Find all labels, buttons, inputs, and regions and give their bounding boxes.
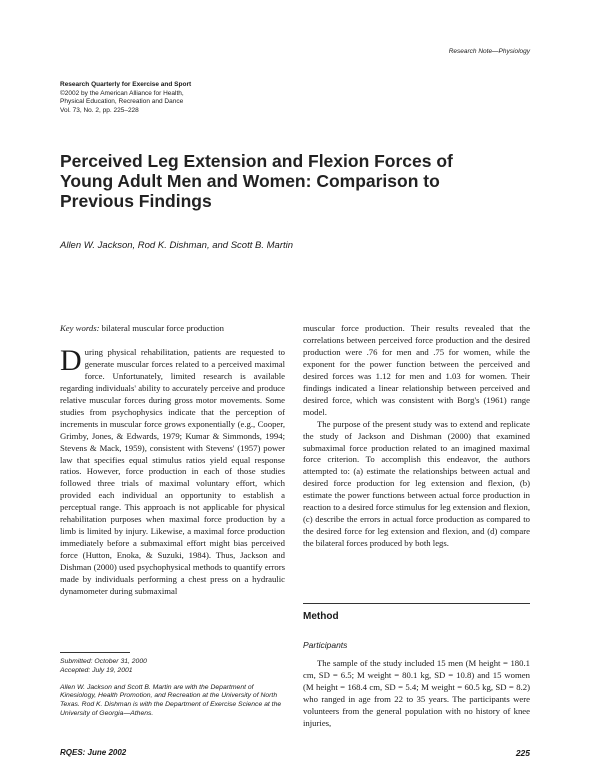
intro-paragraph-2: The purpose of the present study was to extend and replicate the study of Jackson and Dishman (2000) that examined submaximal force production related to an imagined maximal force criterion. To accomplish this endeavor, the authors attempted to: (a) estimate the relationships between actual and desired force production for leg extension and flexion, (b) estimate the power functions between actual force production in reaction to a desired force stimulus for leg extension and flexion, (c) describe the errors in actual force production as compared to the desired force for leg extension and flexion, and (d) compare the bilateral forces produced by both legs. <box>303 418 530 549</box>
keywords-label: Key words: <box>60 323 100 333</box>
article-notes <box>60 658 285 719</box>
accepted-date: Accepted: July 19, 2001 <box>60 666 133 674</box>
journal-name: Research Quarterly for Exercise and Sport <box>60 81 192 88</box>
keywords-line <box>60 323 285 335</box>
participants-paragraph: The sample of the study included 15 men (M height = 180.1 cm, SD = 6.5; M weight = 80.1 kg, SD = 10.8) and 15 women (M height = 168.4 cm, SD = 5.4; M weight = 60.5 kg, SD = 8.2) who ranged in age from 22 to 35 years. The participants were volunteers from the general population with no history of knee injuries, <box>303 658 530 728</box>
method-heading: Method <box>303 611 339 622</box>
article-authors: Allen W. Jackson, Rod K. Dishman, and Scott B. Martin <box>60 240 294 251</box>
page-number: 225 <box>515 748 530 758</box>
intro-paragraph-1-text: uring physical rehabilitation, patients are requested to generate muscular forces related to a perceived maximal force. Unfortunately, limited research is available regarding individuals' ability to accurately perceive and produce relative muscular forces during gross motor movements. Some studies from psychophysics indicate that the perception of increments in muscular force grows exponentially (e.g., Cooper, Grimby, Jones, & Edwards, 1979; Kumar & Simmonds, 1994; Stevens & Mack, 1959), consistent with Stevens' (1957) power law that specifies equal stimulus ratios yield equal response ratios. However, force production in each of those studies followed three trials of maximal voluntary effort, which provided each individual an opportunity to establish a perceptual range. This approach is not applicable for physical rehabilitation purposes when maximal force production by a limb is limited by injury. Likewise, a maximal force production immediately before a submaximal effort might bias perceived force (Hutton, Enoka, & Suzuki, 1984). Thus, Jackson and Dishman (2000) used psychophysical methods to quantify errors made by individuals performing a chest press on a hydraulic dynamometer during submaximal <box>60 346 285 597</box>
article-title: Perceived Leg Extension and Flexion Forces of Young Adult Men and Women: Comparison to Previous Findings <box>60 151 453 211</box>
participants-body <box>303 658 530 730</box>
copyright-line: ©2002 by the American Alliance for Health, <box>60 89 184 97</box>
participants-heading: Participants <box>303 640 348 650</box>
notes-divider <box>60 652 130 653</box>
intro-paragraph-1-continued: muscular force production. Their results revealed that the correlations between perceived force production and the desired production were .76 for men and .75 for women, while the exponent for the power function between the perceived and desired forces was 1.12 for men and 1.03 for women. Their findings indicated a linear relationship between perceived and desired force, which was consistent with Borg's (1961) range model. <box>303 323 530 417</box>
volume-line: Vol. 73, No. 2, pp. 225–228 <box>60 106 139 114</box>
left-column <box>60 323 285 598</box>
method-rule <box>303 603 530 604</box>
drop-cap: D <box>60 343 82 377</box>
keywords-text: bilateral muscular force production <box>101 323 224 333</box>
footer-journal: RQES: June 2002 <box>60 748 127 757</box>
intro-paragraph-1 <box>60 343 285 598</box>
publisher-line: Physical Education, Recreation and Dance <box>60 98 184 106</box>
submitted-date: Submitted: October 31, 2000 <box>60 658 147 665</box>
right-column <box>303 323 530 550</box>
running-head: Research Note—Physiology <box>448 48 530 55</box>
journal-info <box>60 81 280 115</box>
author-affiliation: Allen W. Jackson and Scott B. Martin are with the Department of Kinesiology, Health Promotion, and Recreation at the University of North Texas. Rod K. Dishman is with the Department of Exercise Science at the University of Georgia—Athens. <box>60 683 282 717</box>
